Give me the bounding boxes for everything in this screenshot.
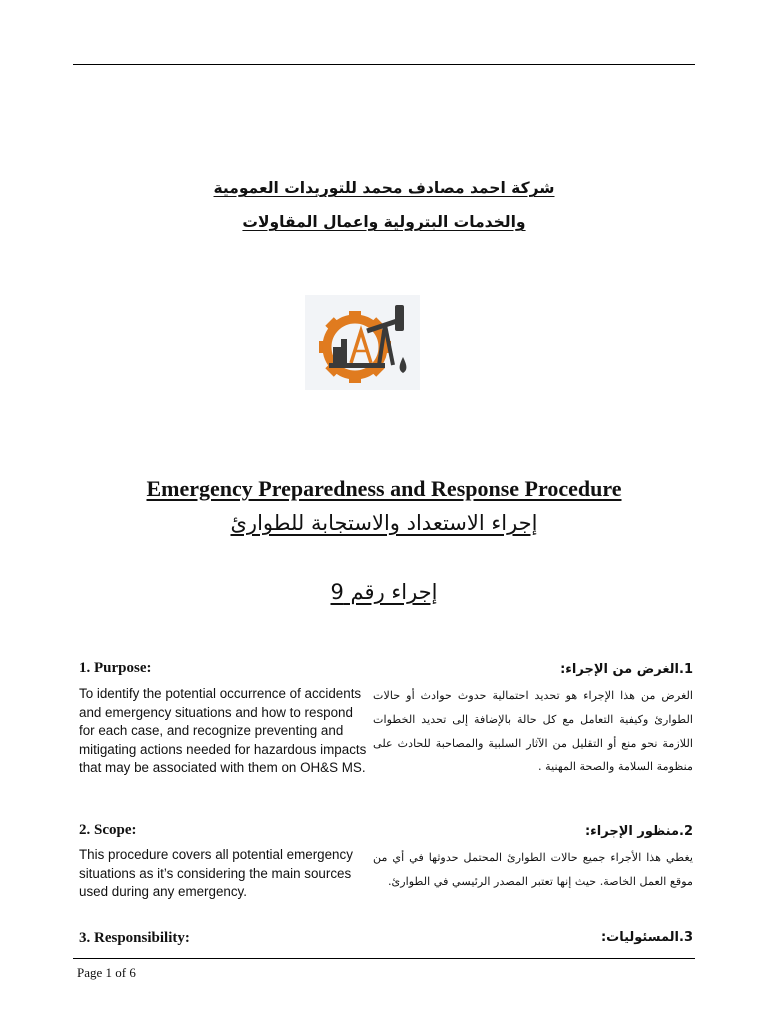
purpose-heading-arabic: 1.الغرض من الإجراء: [560, 662, 693, 677]
purpose-text-arabic: الغرض من هذا الإجراء هو تحديد احتمالية حدوث حوادث أو حالات الطوارئ وكيفية التعامل مع كل حالة بالإضافة إلى تحديد الخطوات اللازمة نحو منع أو التقليل من الآثار السلبية والمصاحبة للحادث على منظومة السلامة والصحة المهنية . [373, 689, 693, 774]
gear-oil-derrick-logo-icon [305, 295, 420, 390]
company-name-line2: والخدمات البترولية واعمال المقاولات [242, 213, 526, 231]
footer-rule [73, 958, 695, 959]
document-title-arabic: إجراء الاستعداد والاستجابة للطوارئ [230, 511, 538, 535]
responsibility-heading-arabic: 3.المسئوليات: [600, 930, 693, 945]
scope-text-arabic: يغطي هذا الأجراء جميع حالات الطوارئ المحتمل حدوثها في أي من موقع العمل الخاصة. حيث إنها تعتبر المصدر الرئيسي في الطوارئ. [373, 851, 693, 888]
scope-text-english: This procedure covers all potential emergency situations as it’s considering the main sources used during any emergency. [79, 847, 353, 899]
scope-heading-arabic: 2.منظور الإجراء: [584, 824, 693, 839]
scope-heading-english: 2. Scope: [79, 822, 137, 838]
company-name-line1: شركة احمد مصادف محمد للتوريدات العمومية [213, 179, 555, 197]
purpose-text-english: To identify the potential occurrence of accidents and emergency situations and how to respond for each case, and recognize preventing and mitigating actions needed for hazardous impacts that may be associated with them on OH&S MS. [79, 686, 367, 775]
page-number: Page 1 of 6 [77, 965, 136, 980]
company-logo [305, 295, 420, 390]
purpose-heading-english: 1. Purpose: [79, 660, 152, 676]
document-title-english: Emergency Preparedness and Response Procedure [146, 476, 622, 501]
header-rule [73, 64, 695, 65]
procedure-number: إجراء رقم 9 [330, 580, 438, 604]
responsibility-heading-english: 3. Responsibility: [79, 930, 190, 946]
